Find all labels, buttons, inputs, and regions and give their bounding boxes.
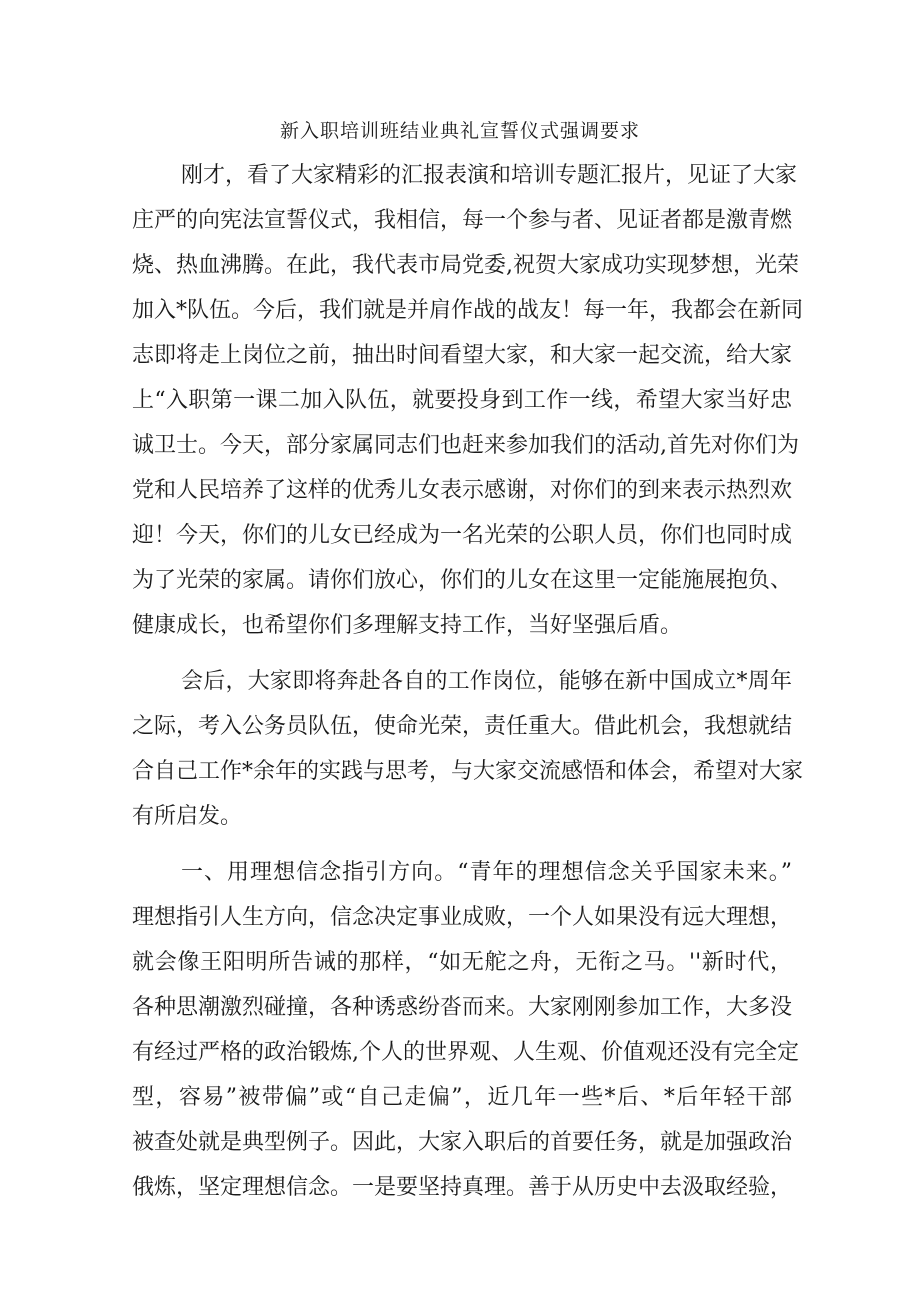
text-line: 烧、热血沸腾。在此，我代表市局党委,祝贺大家成功实现梦想，光荣 [132,253,799,278]
text-line: 有所启发。 [132,804,243,829]
document-body [132,158,804,1215]
text-line: 各种思潮激烈碰撞，各种诱惑纷沓而来。大家刚刚参加工作，大多没 [132,995,793,1020]
paragraph-3 [132,855,799,1215]
text-line: 刚才，看了大家精彩的汇报表演和培训专题汇报片，见证了大家 [181,163,798,188]
text-line: 会后，大家即将奔赴各自的工作岗位，能够在新中国成立*周年 [181,669,792,694]
text-line: 健康成长，也希望你们多理解支持工作，当好坚强后盾。 [132,613,683,638]
text-line: 迎！今天，你们的儿女已经成为一名光荣的公职人员，你们也同时成 [132,523,793,548]
text-line: 为了光荣的家属。请你们放心，你们的儿女在这里一定能施展抱负、 [132,568,793,593]
text-line: 有经过严格的政治锻炼,个人的世界观、人生观、价值观还没有完全定 [132,1040,799,1065]
text-line: 诚卫士。今天，部分家属同志们也赶来参加我们的活动,首先对你们为 [132,433,799,458]
text-line: 庄严的向宪法宣誓仪式，我相信，每一个参与者、见证者都是激青燃 [132,208,793,233]
text-line: 志即将走上岗位之前，抽出时间看望大家，和大家一起交流，给大家 [132,343,793,368]
paragraph-1 [132,158,804,653]
text-line: 被查处就是典型例子。因此，大家入职后的首要任务，就是加强政治 [132,1130,793,1155]
text-line: 一、用理想信念指引方向。“青年的理想信念关乎国家未来。” [181,860,792,885]
text-line: 党和人民培养了这样的优秀儿女表示感谢，对你们的到来表示热烈欢 [132,478,793,503]
text-line: 型，容易”被带偏”或“自己走偏”，近几年一些*后、*后年轻干部 [132,1085,792,1110]
paragraph-2 [132,664,804,844]
text-line: 加入*队伍。今后，我们就是并肩作战的战友！每一年，我都会在新同 [132,298,804,323]
text-line: 理想指引人生方向，信念决定事业成败，一个人如果没有远大理想， [132,905,793,930]
paragraph-spacer [132,653,792,664]
document-title: 新入职培训班结业典礼宣誓仪式强调要求 [279,120,640,142]
text-line: 俄炼，坚定理想信念。一是要坚持真理。善于从历史中去汲取经验， [132,1175,793,1200]
text-line: 合自己工作*余年的实践与思考，与大家交流感悟和体会，希望对大家 [132,759,804,784]
text-line: 就会像王阳明所告诫的那样，“如无舵之舟，无衔之马。''新时代， [132,950,792,975]
text-line: 上“入职第一课二加入队伍，就要投身到工作一线，希望大家当好忠 [132,388,792,413]
text-line: 之际，考入公务员队伍，使命光荣，责任重大。借此机会，我想就结 [132,714,793,739]
paragraph-spacer [132,844,792,855]
